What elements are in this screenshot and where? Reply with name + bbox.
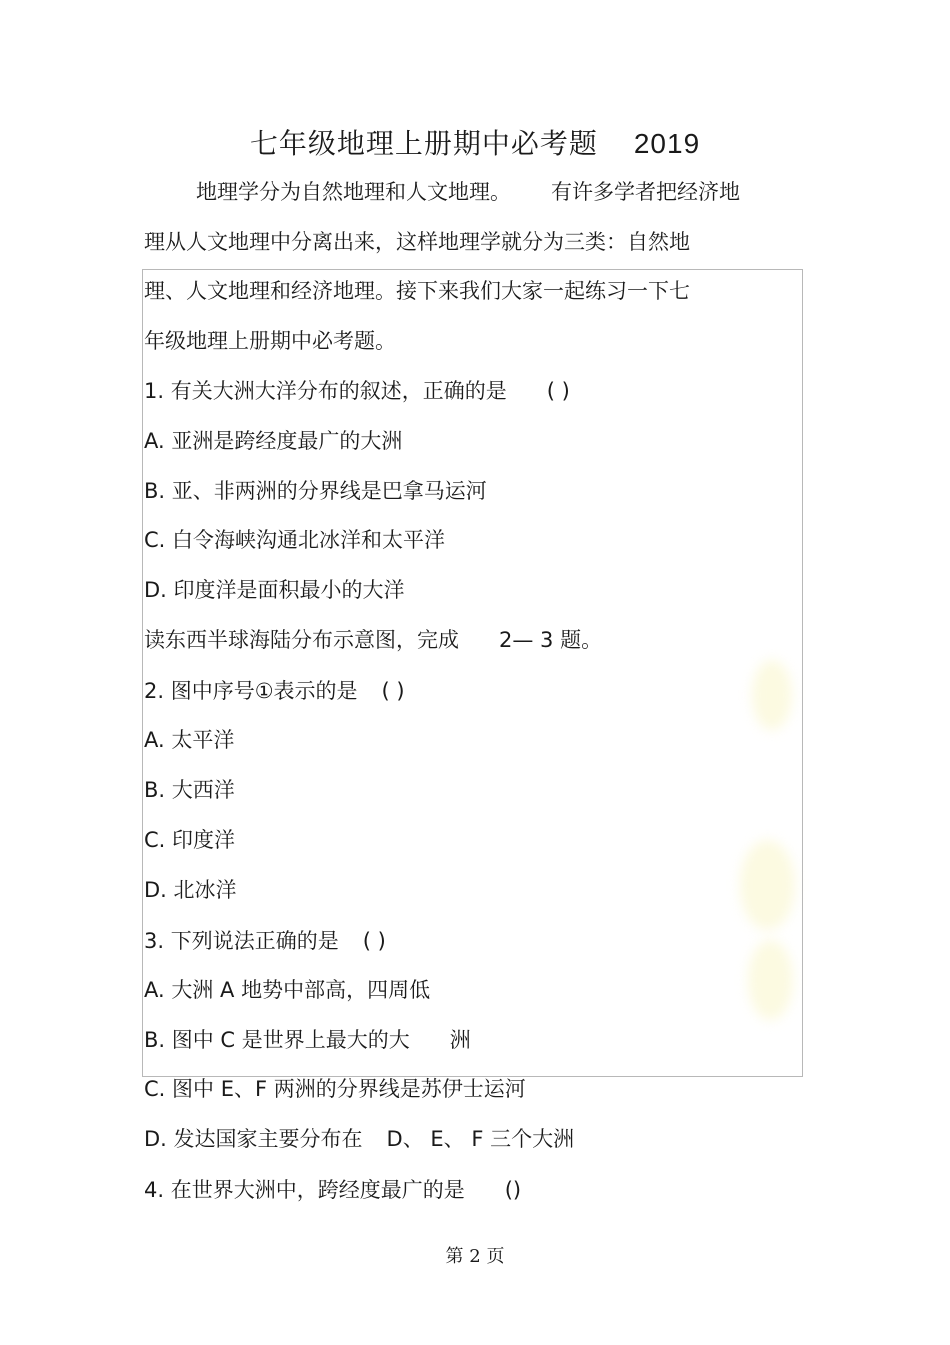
page-number: 第 2 页 — [445, 1246, 505, 1267]
question-3-option-c: C. 图中 E、F 两洲的分界线是苏伊士运河 — [144, 1077, 526, 1101]
question-3-stem — [144, 927, 386, 955]
question-2-option-a: A. 太平洋 — [144, 728, 235, 752]
intro-line-3: 理、人文地理和经济地理。接下来我们大家一起练习一下七 — [144, 279, 690, 303]
question-1-option-d: D. 印度洋是面积最小的大洋 — [144, 578, 405, 602]
question-2-text: 2. 图中序号①表示的是 — [144, 679, 358, 703]
question-3-option-d-tail: D、 E、 F 三个大洲 — [386, 1127, 575, 1151]
question-3-option-b-text: B. 图中 C 是世界上最大的大 — [144, 1028, 410, 1052]
title-year: 2019 — [633, 128, 701, 159]
question-2-stem — [144, 677, 405, 705]
question-2-option-d: D. 北冰洋 — [144, 878, 237, 902]
question-3-option-b-tail: 洲 — [449, 1028, 471, 1052]
question-4-text: 4. 在世界大洲中，跨经度最广的是 — [144, 1178, 465, 1202]
question-1-option-a: A. 亚洲是跨经度最广的大洲 — [144, 429, 403, 453]
intro-line-1b: 有许多学者把经济地 — [551, 180, 740, 204]
intro-line-2: 理从人文地理中分离出来，这样地理学就分为三类：自然地 — [144, 230, 690, 254]
question-1-text: 1. 有关大洲大洋分布的叙述，正确的是 — [144, 379, 507, 403]
reading-range: 2— 3 题。 — [499, 628, 603, 652]
intro-line-4: 年级地理上册期中必考题。 — [144, 329, 396, 353]
intro-line-1 — [196, 178, 740, 206]
title-text: 七年级地理上册期中必考题 — [249, 127, 598, 160]
question-2-paren: ( ) — [381, 679, 405, 703]
question-1-option-b: B. 亚、非两洲的分界线是巴拿马运河 — [144, 479, 487, 503]
question-3-option-d-text: D. 发达国家主要分布在 — [144, 1127, 363, 1151]
question-3-paren: ( ) — [362, 929, 386, 953]
question-1-paren: ( ) — [546, 379, 570, 403]
reading-text: 读东西半球海陆分布示意图，完成 — [144, 628, 459, 652]
question-1-stem — [144, 377, 570, 405]
question-4-paren: () — [504, 1178, 522, 1202]
question-3-text: 3. 下列说法正确的是 — [144, 929, 339, 953]
question-1-option-c: C. 白令海峡沟通北冰洋和太平洋 — [144, 528, 446, 552]
intro-line-1a: 地理学分为自然地理和人文地理。 — [196, 180, 511, 204]
question-3-option-d — [144, 1125, 574, 1153]
question-2-option-c: C. 印度洋 — [144, 828, 236, 852]
question-3-option-b — [144, 1026, 471, 1054]
page-title — [0, 122, 950, 162]
question-4-stem — [144, 1176, 521, 1204]
question-2-option-b: B. 大西洋 — [144, 778, 235, 802]
reading-instruction — [144, 626, 602, 654]
question-3-option-a: A. 大洲 A 地势中部高，四周低 — [144, 978, 431, 1002]
